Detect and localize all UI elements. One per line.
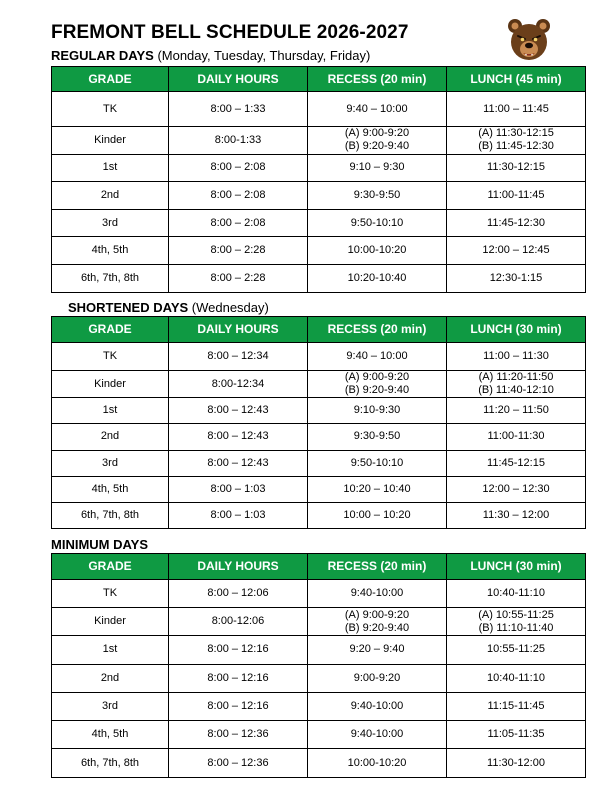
grade-cell: Kinder <box>52 371 169 398</box>
section-heading-shortened <box>68 300 269 315</box>
lunch-cell: 11:00 – 11:30 <box>447 343 586 371</box>
lunch-cell: 11:30-12:15 <box>447 154 586 182</box>
daily-hours-cell: 8:00 – 12:43 <box>169 398 308 424</box>
row-3rd <box>52 209 586 237</box>
schedule-table-regular <box>51 66 586 293</box>
daily-hours-cell: 8:00 – 2:08 <box>169 154 308 182</box>
grade-cell: 2nd <box>52 424 169 450</box>
grade-cell: 4th, 5th <box>52 237 169 265</box>
lunch-cell: 11:45-12:15 <box>447 450 586 476</box>
row-kinder <box>52 127 586 155</box>
recess-cell: 9:40-10:00 <box>308 580 447 608</box>
header-lunch: LUNCH (30 min) <box>447 317 586 343</box>
grade-cell: 3rd <box>52 450 169 476</box>
recess-cell: 9:40 – 10:00 <box>308 343 447 371</box>
header-row <box>52 67 586 92</box>
grade-cell: 6th, 7th, 8th <box>52 503 169 529</box>
lunch-cell: 10:55-11:25 <box>447 636 586 664</box>
recess-cell: (A) 9:00-9:20 (B) 9:20-9:40 <box>308 608 447 636</box>
daily-hours-cell: 8:00-12:06 <box>169 608 308 636</box>
section-heading-regular <box>51 48 370 63</box>
recess-cell: 9:40-10:00 <box>308 692 447 720</box>
header-row <box>52 554 586 580</box>
daily-hours-cell: 8:00 – 12:43 <box>169 450 308 476</box>
daily-hours-cell: 8:00-12:34 <box>169 371 308 398</box>
schedule-table-minimum <box>51 553 586 778</box>
header-recess: RECESS (20 min) <box>308 317 447 343</box>
header-lunch: LUNCH (30 min) <box>447 554 586 580</box>
recess-cell: 9:40-10:00 <box>308 721 447 749</box>
header-daily-hours: DAILY HOURS <box>169 317 308 343</box>
lunch-cell: 11:00-11:30 <box>447 424 586 450</box>
header-row <box>52 317 586 343</box>
daily-hours-cell: 8:00 – 1:33 <box>169 92 308 127</box>
header-grade: GRADE <box>52 67 169 92</box>
grade-cell: Kinder <box>52 608 169 636</box>
row-2nd <box>52 182 586 210</box>
row-4th-5th <box>52 476 586 502</box>
recess-cell: 9:10-9:30 <box>308 398 447 424</box>
recess-cell: (A) 9:00-9:20 (B) 9:20-9:40 <box>308 371 447 398</box>
row-tk <box>52 580 586 608</box>
page-title: FREMONT BELL SCHEDULE 2026-2027 <box>51 22 409 43</box>
grade-cell: 1st <box>52 398 169 424</box>
grade-cell: 6th, 7th, 8th <box>52 264 169 292</box>
lunch-cell: (A) 11:20-11:50 (B) 11:40-12:10 <box>447 371 586 398</box>
grade-cell: Kinder <box>52 127 169 155</box>
daily-hours-cell: 8:00 – 2:28 <box>169 264 308 292</box>
recess-cell: 9:50-10:10 <box>308 209 447 237</box>
recess-cell: 10:00-10:20 <box>308 237 447 265</box>
recess-cell: 10:20-10:40 <box>308 264 447 292</box>
lunch-cell: 11:30 – 12:00 <box>447 503 586 529</box>
grade-cell: 1st <box>52 154 169 182</box>
lunch-cell: 10:40-11:10 <box>447 664 586 692</box>
daily-hours-cell: 8:00 – 2:28 <box>169 237 308 265</box>
lunch-cell: (A) 11:30-12:15 (B) 11:45-12:30 <box>447 127 586 155</box>
daily-hours-cell: 8:00 – 12:34 <box>169 343 308 371</box>
daily-hours-cell: 8:00 – 2:08 <box>169 209 308 237</box>
grade-cell: 4th, 5th <box>52 476 169 502</box>
grade-cell: 3rd <box>52 692 169 720</box>
daily-hours-cell: 8:00 – 1:03 <box>169 476 308 502</box>
daily-hours-cell: 8:00 – 12:36 <box>169 749 308 777</box>
lunch-cell: 11:05-11:35 <box>447 721 586 749</box>
row-3rd <box>52 692 586 720</box>
grade-cell: 2nd <box>52 182 169 210</box>
row-1st <box>52 636 586 664</box>
lunch-cell: 12:00 – 12:45 <box>447 237 586 265</box>
daily-hours-cell: 8:00 – 12:36 <box>169 721 308 749</box>
daily-hours-cell: 8:00-1:33 <box>169 127 308 155</box>
lunch-cell: 11:00-11:45 <box>447 182 586 210</box>
grade-cell: 3rd <box>52 209 169 237</box>
grade-cell: 1st <box>52 636 169 664</box>
recess-cell: 9:40 – 10:00 <box>308 92 447 127</box>
grade-cell: TK <box>52 92 169 127</box>
row-4th-5th <box>52 237 586 265</box>
schedule-table-shortened <box>51 316 586 529</box>
header-recess: RECESS (20 min) <box>308 554 447 580</box>
recess-cell: 9:50-10:10 <box>308 450 447 476</box>
row-6th-7th-8th <box>52 503 586 529</box>
header-lunch: LUNCH (45 min) <box>447 67 586 92</box>
recess-cell: 9:00-9:20 <box>308 664 447 692</box>
lunch-cell: 12:00 – 12:30 <box>447 476 586 502</box>
row-1st <box>52 154 586 182</box>
lunch-cell: 11:00 – 11:45 <box>447 92 586 127</box>
daily-hours-cell: 8:00 – 12:16 <box>169 664 308 692</box>
row-kinder <box>52 608 586 636</box>
grade-cell: 4th, 5th <box>52 721 169 749</box>
row-2nd <box>52 424 586 450</box>
row-4th-5th <box>52 721 586 749</box>
section-label: SHORTENED DAYS <box>68 300 189 315</box>
bear-mascot-icon <box>505 16 553 64</box>
lunch-cell: 11:20 – 11:50 <box>447 398 586 424</box>
recess-cell: 9:30-9:50 <box>308 424 447 450</box>
row-6th-7th-8th <box>52 749 586 777</box>
row-3rd <box>52 450 586 476</box>
header-grade: GRADE <box>52 317 169 343</box>
section-label: MINIMUM DAYS <box>51 537 149 552</box>
section-label: REGULAR DAYS <box>51 48 154 63</box>
grade-cell: 2nd <box>52 664 169 692</box>
header-grade: GRADE <box>52 554 169 580</box>
recess-cell: 10:20 – 10:40 <box>308 476 447 502</box>
row-kinder <box>52 371 586 398</box>
daily-hours-cell: 8:00 – 12:16 <box>169 692 308 720</box>
recess-cell: 9:30-9:50 <box>308 182 447 210</box>
recess-cell: 9:10 – 9:30 <box>308 154 447 182</box>
header-daily-hours: DAILY HOURS <box>169 554 308 580</box>
recess-cell: 9:20 – 9:40 <box>308 636 447 664</box>
lunch-cell: 11:30-12:00 <box>447 749 586 777</box>
lunch-cell: 11:45-12:30 <box>447 209 586 237</box>
recess-cell: 10:00 – 10:20 <box>308 503 447 529</box>
header-daily-hours: DAILY HOURS <box>169 67 308 92</box>
lunch-cell: 12:30-1:15 <box>447 264 586 292</box>
row-tk <box>52 92 586 127</box>
row-tk <box>52 343 586 371</box>
daily-hours-cell: 8:00 – 12:43 <box>169 424 308 450</box>
section-sublabel: (Monday, Tuesday, Thursday, Friday) <box>153 48 371 63</box>
daily-hours-cell: 8:00 – 12:16 <box>169 636 308 664</box>
grade-cell: 6th, 7th, 8th <box>52 749 169 777</box>
row-6th-7th-8th <box>52 264 586 292</box>
row-1st <box>52 398 586 424</box>
grade-cell: TK <box>52 580 169 608</box>
lunch-cell: 10:40-11:10 <box>447 580 586 608</box>
daily-hours-cell: 8:00 – 12:06 <box>169 580 308 608</box>
daily-hours-cell: 8:00 – 1:03 <box>169 503 308 529</box>
lunch-cell: (A) 10:55-11:25 (B) 11:10-11:40 <box>447 608 586 636</box>
recess-cell: 10:00-10:20 <box>308 749 447 777</box>
section-heading-minimum <box>51 537 148 552</box>
recess-cell: (A) 9:00-9:20 (B) 9:20-9:40 <box>308 127 447 155</box>
header-recess: RECESS (20 min) <box>308 67 447 92</box>
daily-hours-cell: 8:00 – 2:08 <box>169 182 308 210</box>
grade-cell: TK <box>52 343 169 371</box>
section-sublabel: (Wednesday) <box>188 300 269 315</box>
lunch-cell: 11:15-11:45 <box>447 692 586 720</box>
row-2nd <box>52 664 586 692</box>
